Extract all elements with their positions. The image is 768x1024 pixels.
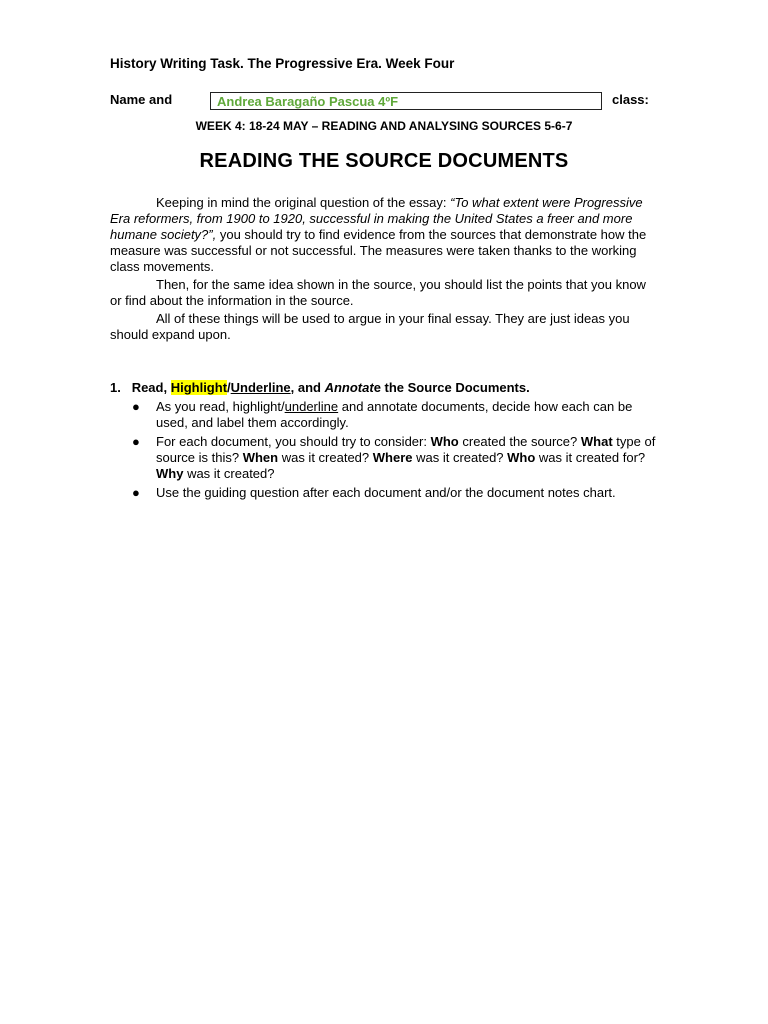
b2-when: When (242, 450, 279, 465)
intro-paragraph-2: Then, for the same idea shown in the source, you should list the points that you know or find about the information in the source. (110, 277, 646, 308)
b2-a: For each document, you should try to consider: (156, 434, 431, 449)
bullet-icon: ● (132, 399, 140, 414)
p1-start: Keeping in mind the original question of the essay: (156, 195, 451, 210)
step-annotat: Annotat (324, 380, 374, 395)
essay-question: “To what extent were Progressive Era reformers, from 1900 to 1920, successful in making the United States a freer and more humane society?”, (110, 195, 643, 242)
step-slash: / (227, 380, 231, 395)
list-item (132, 434, 662, 482)
step-1-heading (110, 380, 530, 396)
bullet-icon: ● (132, 434, 140, 449)
b2-d: was it created? (278, 450, 373, 465)
b1-underline: underline (284, 399, 339, 414)
b2-where: Where (372, 450, 413, 465)
instruction-list (132, 399, 662, 504)
b2-b: created the source? (458, 434, 581, 449)
main-heading: READING THE SOURCE DOCUMENTS (199, 150, 569, 172)
b1-start: As you read, highlight/ (156, 399, 285, 414)
b2-g: was it created? (183, 466, 275, 481)
document-title: History Writing Task. The Progressive Era. Week Four (110, 56, 455, 71)
b2-f: was it created for? (535, 450, 646, 465)
step-underline: Underline (230, 380, 291, 395)
intro-paragraph-3: All of these things will be used to argue in your final essay. They are just ideas you should expand upon. (110, 311, 630, 342)
list-item (132, 485, 662, 501)
b2-c: type of source is this? (156, 434, 656, 465)
step-and: , and (290, 380, 325, 395)
step-read: Read, (131, 380, 171, 395)
b2-who: Who (430, 434, 459, 449)
b2-what: What (580, 434, 613, 449)
b2-who2: Who (507, 450, 536, 465)
b1-end: and annotate documents, decide how each can be used, and label them accordingly. (156, 399, 633, 430)
week-subtitle: WEEK 4: 18-24 MAY – READING AND ANALYSING SOURCES 5-6-7 (195, 119, 573, 133)
b2-e: was it created? (412, 450, 508, 465)
b3: Use the guiding question after each document and/or the document notes chart. (156, 485, 616, 500)
intro-paragraph-1 (110, 195, 658, 275)
name-field[interactable]: Andrea Baragaño Pascua 4ºF (210, 92, 602, 110)
step-rest: e the Source Documents. (373, 380, 530, 395)
list-item (132, 399, 662, 431)
b2-why: Why (156, 466, 184, 481)
class-label: class: (612, 92, 649, 107)
p1-end: you should try to find evidence from the sources that demonstrate how the measure was successful or not successful. The measures were taken thanks to the working class movements. (110, 227, 647, 274)
step-number: 1. (110, 380, 121, 395)
name-label: Name and (110, 92, 173, 107)
step-highlight: Highlight (170, 380, 228, 395)
bullet-icon: ● (132, 485, 140, 500)
